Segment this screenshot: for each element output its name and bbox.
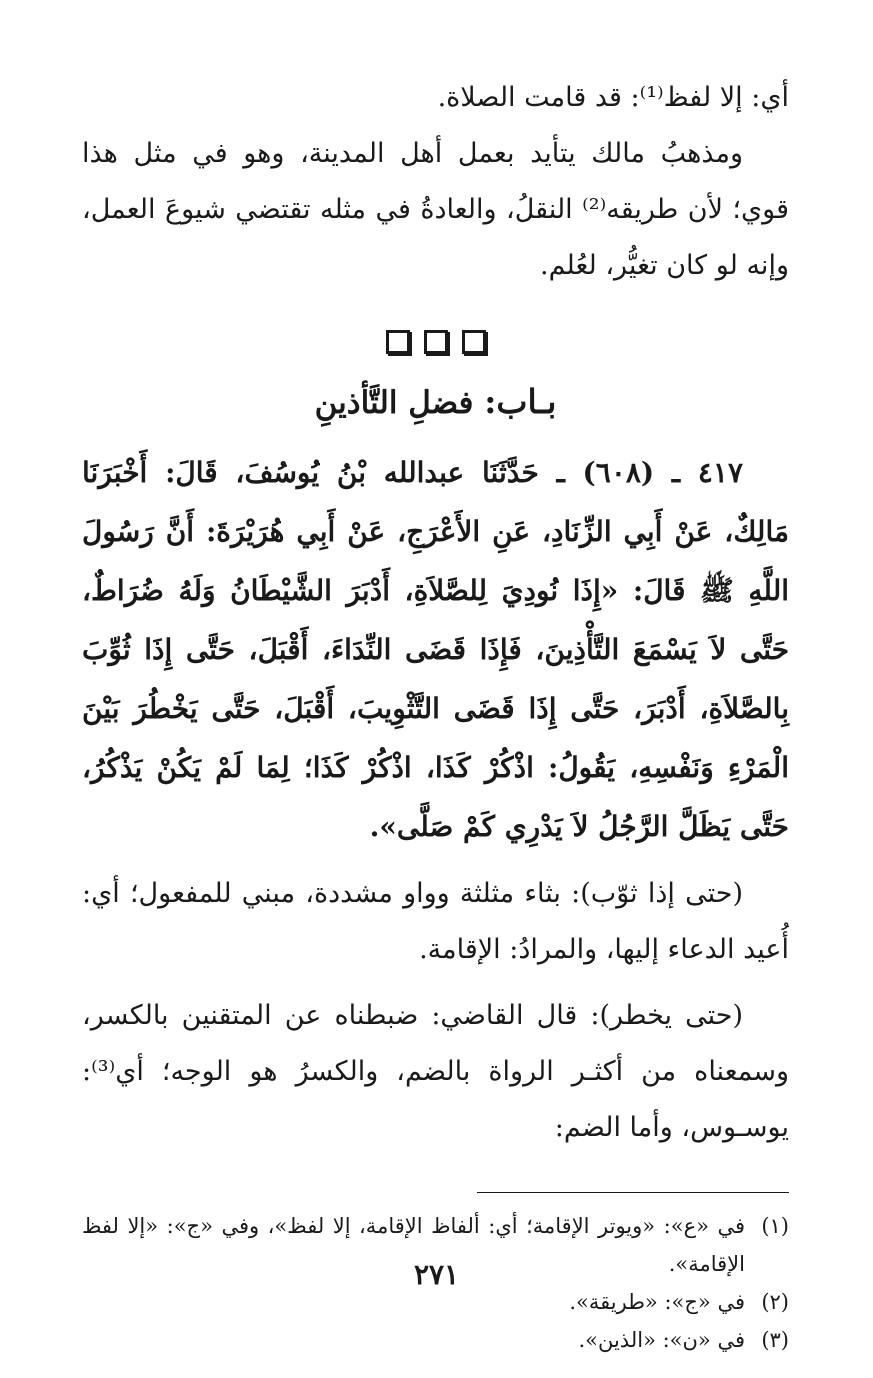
hadith-text	[82, 443, 789, 856]
chapter-heading	[82, 374, 789, 431]
footnote-text: في «ج»: «طريقة».	[569, 1290, 745, 1314]
paragraph-malik-madhhab: ومذهبُ مالك يتأيد بعمل أهل المدينة، وهو في مثل هذا قوي؛ لأن طريقه⁽²⁾ النقلُ، والعادةُ في مثله تقتضي شيوعَ العمل، وإنه لو كان تغيُّر، لعُلم.	[82, 138, 789, 281]
commentary-yakhtur: (حتى يخطر): قال القاضي: ضبطناه عن المتقنين بالكسر، وسمعناه من أكثـر الرواة بالضم، والكسرُ هو الوجه؛ أي⁽³⁾: يوسـوس، وأما الضم:	[82, 1000, 789, 1143]
chapter-title: فضلِ التَّأذينِ	[314, 385, 474, 421]
commentary-thuwwib: (حتى إذا ثوّب): بثاء مثلثة وواو مشددة، مبني للمفعول؛ أي: أُعيد الدعاء إليها، والمرادُ: الإقامة.	[82, 878, 789, 965]
footnote-separator	[477, 1192, 789, 1193]
page-number: ٢٧١	[413, 1258, 460, 1291]
section-divider-ornament	[82, 330, 789, 354]
footnote-text: في «ن»: «الذين».	[578, 1328, 745, 1352]
footnote-number: (١)	[761, 1214, 789, 1238]
paragraph-iqamah: أي: إلا لفظ⁽¹⁾: قد قامت الصلاة.	[437, 82, 789, 113]
footnote-number: (٣)	[761, 1328, 789, 1352]
square-ornament-icon	[424, 330, 448, 354]
footnote-text: في «ع»: «ويوتر الإقامة؛ أي: ألفاظ الإقامة، إلا لفظ»، وفي «ج»: «إلا لفظ الإقامة».	[82, 1214, 745, 1276]
footnote-number: (٢)	[761, 1290, 789, 1314]
footnote-item	[82, 1321, 789, 1359]
square-ornament-icon	[462, 330, 486, 354]
hadith-number: ٤١٧ ـ (٦٠٨) ـ	[556, 456, 744, 489]
chapter-keyword: بـاب:	[484, 382, 557, 421]
square-ornament-icon	[386, 330, 410, 354]
hadith-body: حَدَّثَنَا عبدالله بْنُ يُوسُفَ، قَالَ: أَخْبَرَنَا مَالِكٌ، عَنْ أَبِي الزِّنَادِ، عَنِ الأَعْرَجِ، عَنْ أَبِي هُرَيْرَةَ: أَنَّ رَسُولَ اللَّهِ ﷺ قَالَ: «إِذَا نُودِيَ لِلصَّلاَةِ، أَدْبَرَ الشَّيْطَانُ وَلَهُ ضُرَاطٌ، حَتَّى لاَ يَسْمَعَ التَّأْذِينَ، فَإِذَا قَضَى النِّدَاءَ، أَقْبَلَ، حَتَّى إِذَا ثُوِّبَ بِالصَّلاَةِ، أَدْبَرَ، حَتَّى إِذَا قَضَى التَّثْوِيبَ، أَقْبَلَ، حَتَّى يَخْطُرَ بَيْنَ الْمَرْءِ وَنَفْسِهِ، يَقُولُ: اذْكُرْ كَذَا، اذْكُرْ كَذَا؛ لِمَا لَمْ يَكُنْ يَذْكُرُ، حَتَّى يَظَلَّ الرَّجُلُ لاَ يَدْرِي كَمْ صَلَّى».	[82, 456, 789, 843]
